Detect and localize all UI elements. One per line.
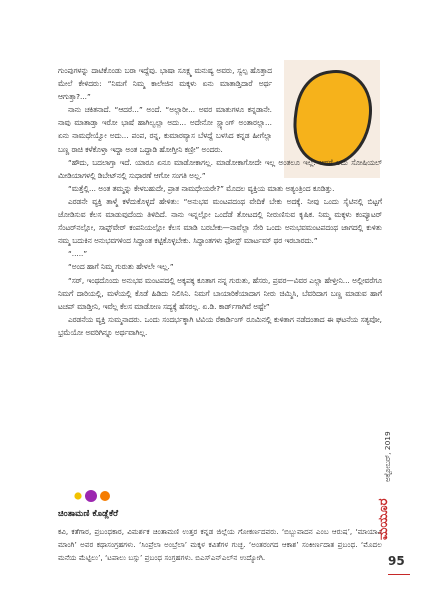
article-body [58,64,382,339]
footer-rule [388,574,410,575]
paragraph: ಎರಡನೇ ವ್ಯಕ್ತಿ ತಾಳ್ಮೆ ಕಳೆದುಕೊಳ್ಳದೆ ಹೇಳಿತು: “ಅನುಭವ ಮಂಟಪದಂಥ ವೇದಿಕೆ ಬೇಕು ಅದಕ್ಕೆ. ನೀವು ಒಂದು ಸೈಟಿನಲ್ಲಿ ಬಿಟ್ಟಗೆ ಜೋಡಿಸುವ ಕೆಲಸ ಮಾಡುವುದೆಂದು ತಿಳಿದಿದೆ. ನಾನು ಇನ್ನಲ್ಲೋ ಒಂದೆಡೆ ತೋಟದಲ್ಲಿ ನೀರುಣಿಸುವ ಕೃಷಿಕ. ನಿಮ್ಮ ಮಕ್ಕಳು ಕಂಪ್ಯೂಟರ್ ಸೆಂಟರ್‌ನಲ್ಲೋ, ಸಾಫ್ಟ್‌ವೇರ್ ಕಂಪನಿಯಲ್ಲೋ ಕೆಲಸ ಮಾಡಿ ಬರಬೇಕು—ನಾವೆಲ್ಲಾ ಸೇರಿ ಒಂದು ಅನುಭವಮಂಟಪದಂಥ ಜಾಗದಲ್ಲಿ ಕುಳಿತು ನಮ್ಮ ಬದುಕಿನ ಅನುಭವಗಳಿಂದ ಸಿದ್ಧಾಂತ ಕಟ್ಟಿಕೊಳ್ಳಬೇಕು. ಸಿದ್ಧಾಂತಗಳು ಫೋಸ್ಟ್ ಮಾರ್ಟಮ್ ಥರ ಇರಬಾರದು.” [58,196,382,246]
paragraph: “.....” [68,249,88,259]
page-number: 95 [388,554,405,568]
author-name: ಚಿಂತಾಮಣಿ ಕೊಡ್ಲೆಕೆರೆ [58,509,119,519]
paragraph: “ಹೌದು, ಬದಲಾಗ್ತಾ ಇದೆ. ಯಾರೂ ಏನೂ ಮಾಡೋಕಾಗಲ್ಲ. ಮಾಡೋಕಾಗೋದೇ ಇಲ್ಲ ಅಂತಲೂ ಇಲ್ಲ. ಆದರೆ ಅದು ಸೋಷಿಯಲ್ ಮೀಡಿಯಾಗಳಲ್ಲಿ ಡಿಬೇಟ್‌ನಲ್ಲಿ ಸುಧಾರಣೆ ಆಗೋ ಸಂಗತಿ ಅಲ್ಲ.” [58,157,382,180]
paragraph: “ಅಂದ ಹಾಗೆ ನಿಮ್ಮ ಗುರುತು ಹೇಳಲೇ ಇಲ್ಲ.” [68,262,174,272]
magazine-brand: ಮಯೂರ [376,498,391,540]
author-bio: ಕವಿ, ಕತೆಗಾರ, ಪ್ರಬಂಧಕಾರ, ವಿಮರ್ಶಕ ಚಿಂತಾಮಣಿ ಉತ್ತರ ಕನ್ನಡ ಜಿಲ್ಲೆಯ ಗೋಕರ್ಣದವರು. ‘ಬಿಬ್ಬುವಾದನ ಎಂಬ ಆರುಷ’, ‘ಮಾಯಾವಿ ಮಾಂಗಿ’ ಅವರ ಕಥಾಸಂಗ್ರಹಗಳು. ‘ಸಿಂಪ್ರೆಲಾ ಅಂಬ್ರೆಲಾ’ ಮಕ್ಕಳ ಕವಿತೆಗಳ ಗುಚ್ಛ. ‘ಅಂತರಂಗದ ಆಕಾಶ’ ಸಂಕೀರ್ಣದಾತ ಪ್ರಬಂಧ. ‘ಮೊದಲ ಮನೆಯ ಮೆಟ್ಟಿಲು’, ‘ಟಪಾಲು ಬಸ್ಸು’ ಪ್ರಬಂಧ ಸಂಗ್ರಹಗಳು. ಬಿಎಸ್‌ಎನ್‌ಎಲ್‌ನ ಉದ್ಯೋಗಿ. [58,527,382,562]
issue-date: ಅಕ್ಟೋಬರ್, 2019 [383,431,392,482]
paragraph: “ಸರ್, ಇಂಥದೊಂದು ಅನುಭವ ಮಂಟಪದಲ್ಲಿ ಅಕ್ಕಪಕ್ಕ ಕೂತಾಗ ನನ್ನ ಗುರುತು, ಹೆಸರು, ಪ್ರವರ—ವಿವರ ಎಲ್ಲಾ ಹೇಳ್ತೀನಿ... ಅಲ್ಲೀವರೆಗೂ ನಿಮಗೆ ದಾರಿಯಲ್ಲಿ, ಮಳೆಯಲ್ಲಿ ಕೊಡೆ ಹಿಡಿದು ನಿಲಿಸಿನಿ. ನಿಮಗೆ ಬಾಯಾರಿಕೆಯಾದಾಗ ನೀರು ಚಿಮ್ಮಿಸಿ, ಬೆವರಿದಾಗ ಬಣ್ಣ ಮಾಡುವ ಹಾಗೆ ಟಚಪ್ ಮಾಡ್ತೀನಿ, ಇವೆಲ್ಲ ಕೆಲಸ ಮಾಡೋಣ ಸದ್ಯಕ್ಕೆ ಹೆಸರಲ್ಲ. ಏ.ಡಿ. ಕಾರ್ಡ್‌ಗಾಗಿವೆ ಅಷ್ಟೇ” [58,275,382,311]
paragraph: ಗುಂಪುಗಳನ್ನು ದಾಟಿಕೊಂಡು ಬರಾ ಇದ್ದೆವು. ಭಾಷಾ ಸೂಕ್ಷ್ಮ ಮನುಷ್ಯ ಅವರು, ಸ್ವಲ್ಪ ಹೊತ್ತಾದ ಮೇಲೆ ಕೇಳಿದರು: “ನಿಮಗೆ ನಿಮ್ಮ ಕಾಲೇಜಿನ ಮಕ್ಕಳು ಏನು ಮಾತಾಡ್ತಿದಾರೆ ಅರ್ಥ ಆಗುತ್ತಾ?...” [58,66,272,102]
paragraph: ನಾನು ಚಕಿತನಾದೆ. “ಆದರೆ...” ಅಂದೆ. “ಅಲ್ಲಾರೀ... ಅವರ ಮಾತುಗಳೂ ಕನ್ನಡಾನೇ. ನಾವು ಮಾತಾಡ್ತಾ ಇರೋ ಭಾಷೆ ಹಾಗಿಲ್ವಲ್ಲಾ ಅದು... ಅದೇನೋ ಸ್ಲ್ಯಾಂಗ್ ಅಂತಾರಲ್ಲಾ... ಏನು ನಾಮಧೇಯ್ವೋ ಅದು... ಪಂಪ, ರನ್ನ, ಕುಮಾರವ್ಯಾಸ ಬೆಳದ್ದೆ ಬಳಸಿದ ಕನ್ನಡ ಹೀಗೆಲ್ಲಾ ಬಣ್ಣ ರಾಚಿ ಕಳೆಕೊಳ್ತಾ ಇದ್ದಾ ಅಂತ ಒದ್ದಾಡಿ ಹೋಗ್ತೀನಿ ಕಣ್ರೀ” ಅಂದರು. [58,105,272,154]
paragraph: ಎರಡನೆಯ ವ್ಯಕ್ತಿ ಸುಮ್ಮನಾದರು. ಒಂದು ಸಂದರ್ಭಕ್ಕಾಗಿ ಟಿವಿಯ ರೆಕಾರ್ಡಿಂಗ್ ರೂಮಿನಲ್ಲಿ ಕುಳಿತಾಗ ನಡೆದಂತಾದ ಈ ಘಟನೆಯ ಸತ್ಯವೋ, ಭ್ರಮೆಯೋ ಅವರಿಗಿನ್ನೂ ಅರ್ಥವಾಗಿಲ್ಲ. [58,314,382,337]
decorative-dots-icon [73,489,117,503]
paragraph: “ಮತ್ತೆಲ್ಲಿ... ಅಂತ ತಮ್ಮನ್ನು ಕೇಳಬಹುದೇ, ಪ್ರಾತ ನಾಮಧೇಯರೇ?” ಮೊದಲ ವ್ಯಕ್ತಿಯ ಮಾತು ಅತ್ಯಂತ್ರಿಂದ ಕೂಡಿತ್ತು. [68,183,335,193]
